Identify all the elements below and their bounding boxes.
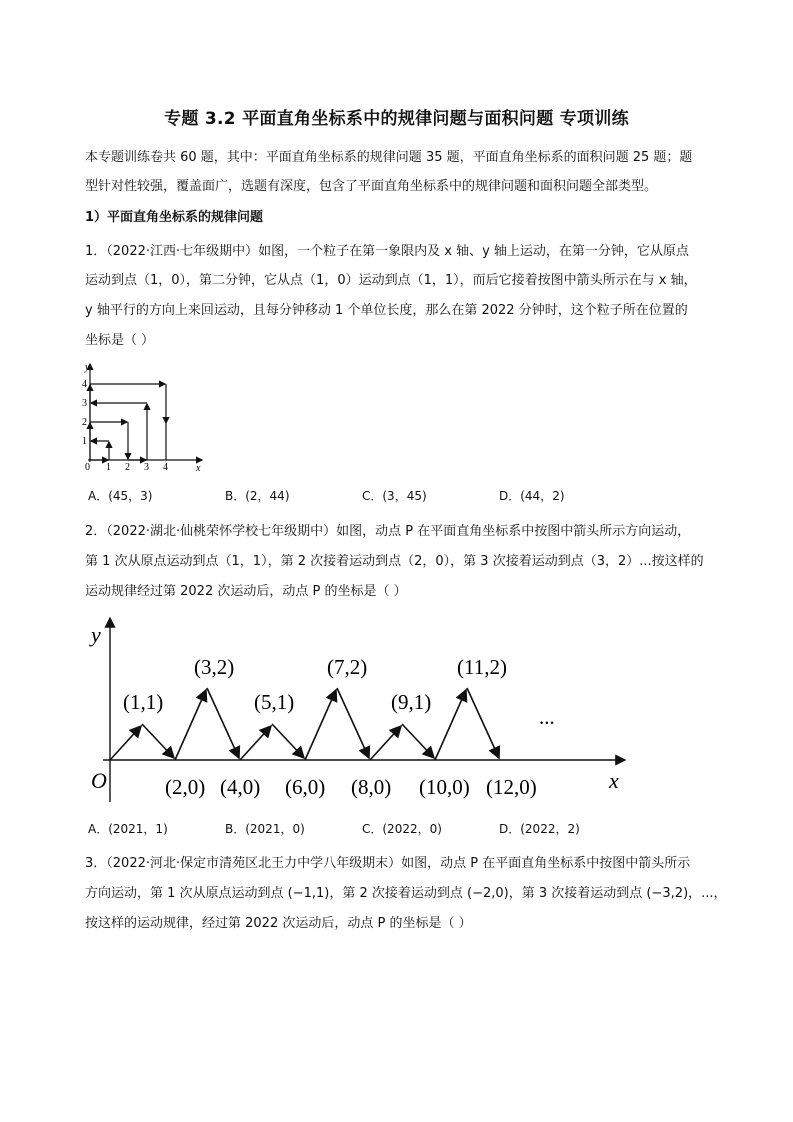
q1-option-d[interactable]: D．(44，2) bbox=[499, 489, 565, 503]
intro-line-1: 本专题训练卷共 60 题，其中：平面直角坐标系的规律问题 35 题，平面直角坐标系的面积问题 25 题；题 bbox=[85, 150, 693, 165]
q1-y-tick: 3 bbox=[82, 398, 87, 409]
q1-x-tick: 4 bbox=[163, 462, 168, 473]
q1-y-tick: 1 bbox=[82, 436, 87, 447]
q1-line-3: y 轴平行的方向上来回运动，且每分钟移动 1 个单位长度，那么在第 2022 分钟时，这个粒子所在位置的 bbox=[85, 303, 688, 318]
q2-bottom-label: (12,0) bbox=[486, 775, 537, 799]
q3-line-3: 按这样的运动规律，经过第 2022 次运动后，动点 P 的坐标是（ ） bbox=[85, 916, 472, 931]
page-title: 专题 3.2 平面直角坐标系中的规律问题与面积问题 专项训练 bbox=[164, 109, 629, 129]
q1-y-label: y bbox=[85, 362, 90, 373]
q1-y-tick: 4 bbox=[82, 379, 87, 390]
q2-bottom-label: (6,0) bbox=[285, 775, 326, 799]
q1-figure bbox=[80, 358, 210, 473]
q1-line-2: 运动到点（1，0），第二分钟，它从点（1，0）运动到点（1，1），而后它接着按图中箭头所示在与 x 轴， bbox=[85, 273, 697, 288]
q2-line-2: 第 1 次从原点运动到点（1，1），第 2 次接着运动到点（2，0），第 3 次接着运动到点（3，2）...按这样的 bbox=[85, 554, 704, 569]
q2-y-label: y bbox=[91, 622, 101, 647]
q2-bottom-label: (10,0) bbox=[419, 775, 470, 799]
q1-y-tick: 2 bbox=[82, 417, 87, 428]
q2-line-1: 2．（2022·湖北·仙桃荣怀学校七年级期中）如图，动点 P 在平面直角坐标系中按图中箭头所示方向运动， bbox=[85, 524, 691, 539]
q1-origin-label: 0 bbox=[85, 462, 90, 473]
q2-option-b[interactable]: B．(2021，0) bbox=[225, 822, 305, 836]
intro-line-2: 型针对性较强，覆盖面广，选题有深度，包含了平面直角坐标系中的规律问题和面积问题全部类型。 bbox=[85, 179, 658, 194]
q2-origin-label: O bbox=[91, 768, 107, 793]
q2-bottom-label: (8,0) bbox=[351, 775, 392, 799]
q2-line-3: 运动规律经过第 2022 次运动后，动点 P 的坐标是（ ） bbox=[85, 584, 407, 599]
q2-option-a[interactable]: A．(2021，1) bbox=[88, 822, 168, 836]
q2-bottom-label: (4,0) bbox=[220, 775, 261, 799]
q2-top-label: (5,1) bbox=[254, 690, 295, 714]
q2-top-label: (9,1) bbox=[391, 690, 432, 714]
q2-option-c[interactable]: C．(2022，0) bbox=[362, 822, 442, 836]
q1-x-tick: 1 bbox=[106, 462, 111, 473]
q1-option-a[interactable]: A．(45，3) bbox=[88, 489, 153, 503]
q2-top-label: (11,2) bbox=[457, 655, 507, 679]
q2-top-label: (1,1) bbox=[123, 690, 164, 714]
q1-option-b[interactable]: B．(2，44) bbox=[225, 489, 290, 503]
q2-top-label: (3,2) bbox=[194, 655, 235, 679]
q1-x-tick: 2 bbox=[125, 462, 130, 473]
q2-ellipsis: ... bbox=[539, 705, 555, 729]
q3-line-1: 3．（2022·河北·保定市清苑区北王力中学八年级期末）如图，动点 P 在平面直角坐标系中按图中箭头所示 bbox=[85, 856, 691, 871]
q1-x-tick: 3 bbox=[144, 462, 149, 473]
q2-option-d[interactable]: D．(2022，2) bbox=[499, 822, 580, 836]
q1-line-4: 坐标是（ ） bbox=[85, 333, 155, 348]
q1-x-label: x bbox=[196, 463, 201, 473]
q1-line-1: 1．（2022·江西·七年级期中）如图，一个粒子在第一象限内及 x 轴、y 轴上运动，在第一分钟，它从原点 bbox=[85, 244, 689, 259]
q3-line-2: 方向运动，第 1 次从原点运动到点 (−1,1)，第 2 次接着运动到点 (−2,0)，第 3 次接着运动到点 (−3,2)，...， bbox=[85, 886, 727, 901]
q2-top-label: (7,2) bbox=[327, 655, 368, 679]
q2-figure bbox=[85, 612, 645, 807]
q2-bottom-label: (2,0) bbox=[165, 775, 206, 799]
q1-option-c[interactable]: C．(3，45) bbox=[362, 489, 427, 503]
section-heading: 1）平面直角坐标系的规律问题 bbox=[85, 210, 264, 225]
q2-x-label: x bbox=[609, 768, 619, 793]
